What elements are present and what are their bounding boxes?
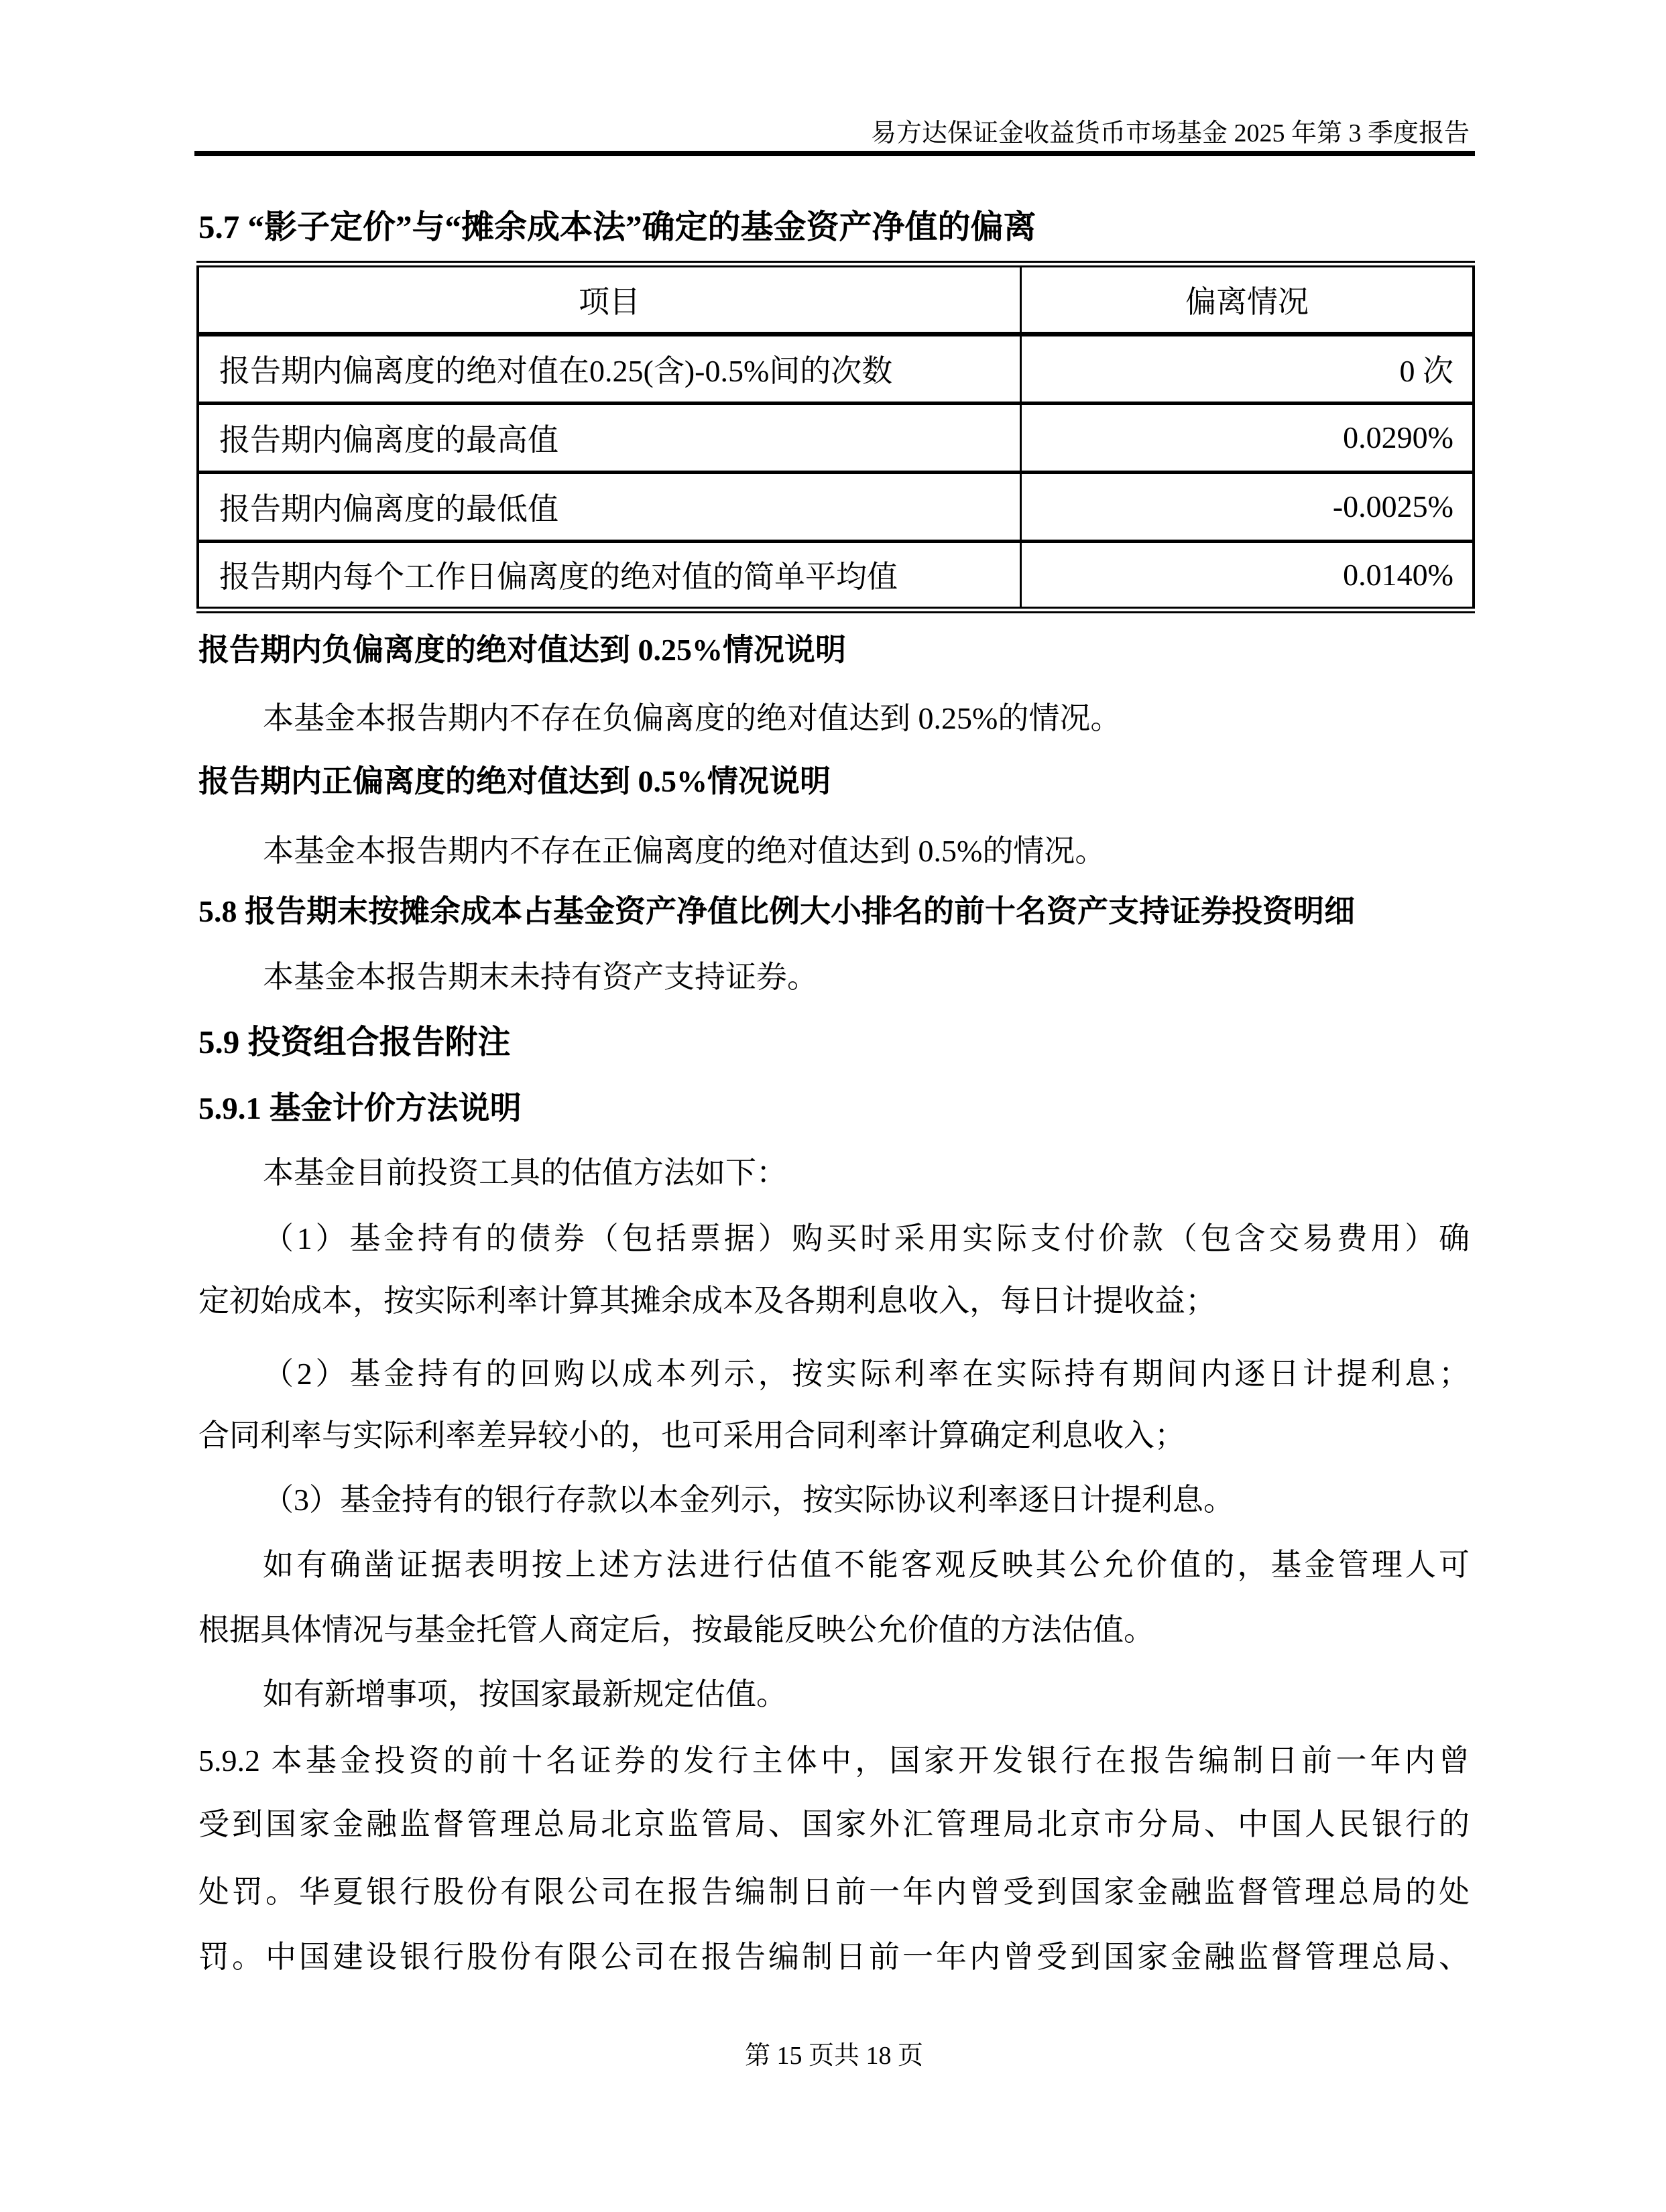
valuation-intro-line: 本基金目前投资工具的估值方法如下： — [263, 1156, 787, 1190]
section-5-9-2-line3: 处罚。华夏银行股份有限公司在报告编制日前一年内曾受到国家金融监督管理总局的处 — [198, 1875, 1470, 1909]
row-label: 报告期内每个工作日偏离度的绝对值的简单平均值 — [198, 541, 1021, 610]
page-number-footer: 第 15 页共 18 页 — [744, 2042, 923, 2070]
deviation-table — [196, 261, 1475, 613]
table-header-row — [198, 264, 1474, 334]
valuation-note1-line1: 如有确凿证据表明按上述方法进行估值不能客观反映其公允价值的，基金管理人可 — [263, 1548, 1470, 1582]
valuation-item1-line2: 定初始成本，按实际利率计算其摊余成本及各期利息收入，每日计提收益； — [198, 1284, 1216, 1318]
section-5-9-2-line4: 罚。中国建设银行股份有限公司在报告编制日前一年内曾受到国家金融监督管理总局、 — [198, 1940, 1470, 1974]
row-label: 报告期内偏离度的最低值 — [198, 472, 1021, 541]
section-5-7-heading: 5.7 “影子定价”与“摊余成本法”确定的基金资产净值的偏离 — [198, 208, 1036, 245]
valuation-item1-line1: （1）基金持有的债券（包括票据）购买时采用实际支付价款（包含交易费用）确 — [263, 1221, 1470, 1255]
section-5-9-2-line2: 受到国家金融监督管理总局北京监管局、国家外汇管理局北京市分局、中国人民银行的 — [198, 1807, 1470, 1841]
table-row — [198, 403, 1474, 472]
section-5-9-1-heading: 5.9.1 基金计价方法说明 — [198, 1091, 522, 1126]
positive-deviation-paragraph: 本基金本报告期内不存在正偏离度的绝对值达到 0.5%的情况。 — [263, 834, 1106, 868]
row-value: 0.0290% — [1021, 403, 1474, 472]
section-5-9-2-line1: 5.9.2 本基金投资的前十名证券的发行主体中，国家开发银行在报告编制日前一年内曾 — [198, 1743, 1470, 1778]
header-divider-rule — [194, 151, 1475, 156]
row-value: 0.0140% — [1021, 541, 1474, 610]
row-label: 报告期内偏离度的绝对值在0.25(含)-0.5%间的次数 — [198, 334, 1021, 403]
negative-deviation-paragraph: 本基金本报告期内不存在负偏离度的绝对值达到 0.25%的情况。 — [263, 701, 1122, 735]
valuation-item3-line: （3）基金持有的银行存款以本金列示，按实际协议利率逐日计提利息。 — [263, 1483, 1234, 1517]
table-header-item: 项目 — [198, 264, 1021, 334]
table-row — [198, 472, 1474, 541]
negative-deviation-heading: 报告期内负偏离度的绝对值达到 0.25%情况说明 — [198, 633, 846, 667]
section-5-8-heading: 5.8 报告期末按摊余成本占基金资产净值比例大小排名的前十名资产支持证券投资明细 — [198, 894, 1355, 928]
section-5-8-paragraph: 本基金本报告期末未持有资产支持证券。 — [263, 960, 818, 994]
positive-deviation-heading: 报告期内正偏离度的绝对值达到 0.5%情况说明 — [198, 764, 831, 798]
table-row — [198, 541, 1474, 610]
valuation-item2-line2: 合同利率与实际利率差异较小的，也可采用合同利率计算确定利息收入； — [198, 1418, 1185, 1453]
row-value: 0 次 — [1021, 334, 1474, 403]
section-5-9-heading: 5.9 投资组合报告附注 — [198, 1024, 511, 1060]
table-header-deviation: 偏离情况 — [1021, 264, 1474, 334]
row-label: 报告期内偏离度的最高值 — [198, 403, 1021, 472]
valuation-note2-line: 如有新增事项，按国家最新规定估值。 — [263, 1677, 787, 1711]
valuation-note1-line2: 根据具体情况与基金托管人商定后，按最能反映公允价值的方法估值。 — [198, 1613, 1154, 1647]
table-row — [198, 334, 1474, 403]
row-value: -0.0025% — [1021, 472, 1474, 541]
valuation-item2-line1: （2）基金持有的回购以成本列示，按实际利率在实际持有期间内逐日计提利息； — [263, 1357, 1470, 1391]
page-header-title: 易方达保证金收益货币市场基金 2025 年第 3 季度报告 — [870, 119, 1470, 147]
